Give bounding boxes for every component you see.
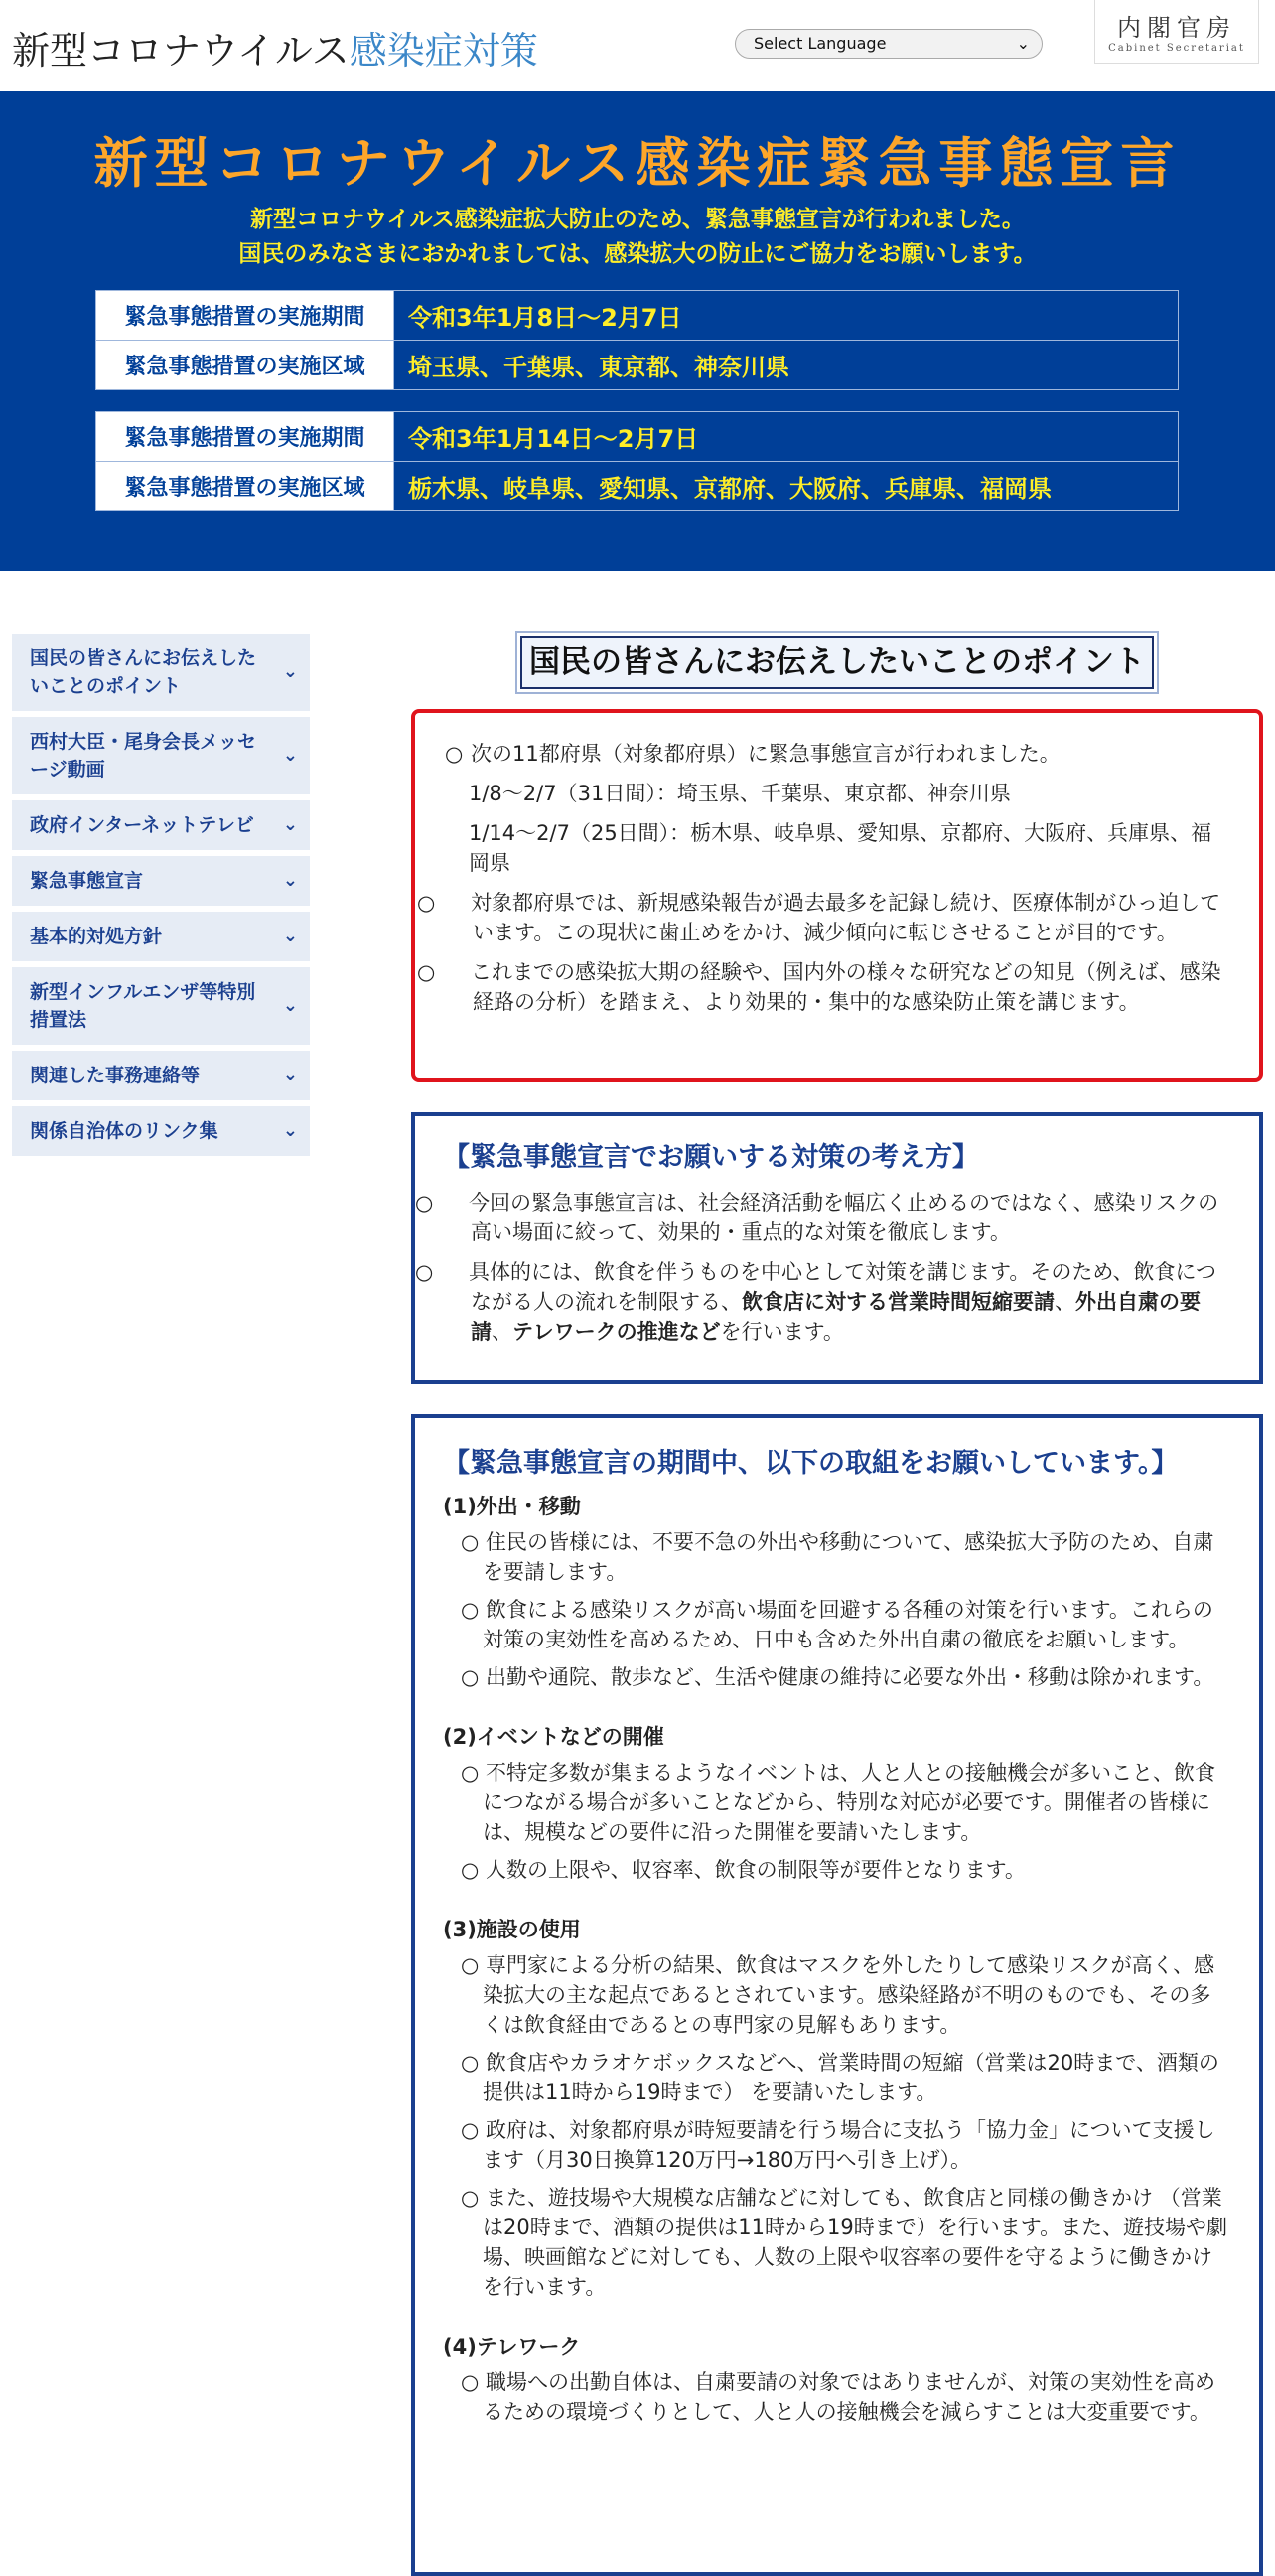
chevron-down-icon: ⌄ — [282, 661, 298, 682]
sidebar-item-label: 新型インフルエンザ等特別措置法 — [30, 981, 256, 1031]
request-text: 出勤や通院、散歩など、生活や健康の維持に必要な外出・移動は除かれます。 — [486, 1665, 1214, 1689]
sidebar-item-label: 関係自治体のリンク集 — [30, 1120, 218, 1142]
sidebar-item-internet-tv[interactable] — [12, 800, 310, 850]
approach-emphasis: テレワークの推進など — [512, 1320, 721, 1344]
circle-bullet-icon: ○ — [461, 1761, 480, 1785]
table-row — [96, 341, 1179, 390]
circle-bullet-icon: ○ — [417, 960, 436, 984]
circle-bullet-icon: ○ — [461, 1665, 480, 1689]
sidebar-item-label: 西村大臣・尾身会長メッセージ動画 — [30, 731, 257, 781]
site-title-main: 新型コロナウイルス — [12, 29, 350, 72]
sidebar-item-points[interactable] — [12, 634, 310, 711]
request-text: 政府は、対象都府県が時短要請を行う場合に支払う「協力金」について支援します（月30日換算120万円→180万円へ引き上げ）。 — [483, 2118, 1215, 2172]
requests-heading: 【緊急事態宣言の期間中、以下の取組をお願いしています。】 — [443, 1448, 1179, 1479]
list-item — [415, 1257, 1231, 1347]
point-text: 対象都府県では、新規感染報告が過去最多を記録し続け、医療体制がひっ迫しています。この現状に歯止めをかけ、減少傾向に転じさせることが目的です。 — [471, 891, 1221, 944]
chevron-down-icon: ⌄ — [282, 995, 298, 1016]
chevron-down-icon: ⌄ — [282, 745, 298, 766]
approach-text: を行います。 — [720, 1320, 844, 1344]
point-detail: 1/14～2/7（25日間）：栃木県、岐阜県、愛知県、京都府、大阪府、兵庫県、福岡県 — [469, 821, 1212, 875]
requests-subheading: (3)施設の使用 — [443, 1918, 581, 1941]
sidebar-item-message-video[interactable] — [12, 717, 310, 794]
list-item — [443, 1662, 1231, 1692]
table-label: 緊急事態措置の実施区域 — [96, 341, 394, 390]
table-row — [96, 462, 1179, 511]
circle-bullet-icon: ○ — [461, 1953, 480, 1977]
request-text: 住民の皆様には、不要不急の外出や移動について、感染拡大予防のため、自粛を要請します。 — [483, 1530, 1214, 1584]
requests-subheading: (4)テレワーク — [443, 2335, 581, 2359]
circle-bullet-icon: ○ — [461, 1530, 480, 1554]
circle-bullet-icon: ○ — [417, 891, 436, 915]
requests-box — [411, 1414, 1263, 2576]
request-text: また、遊技場や大規模な店舗などに対しても、飲食店と同様の働きかけ （営業は20時まで、酒類の提供は11時から19時まで）を行います。また、遊技場や劇場、映画館などに対しても、人数の上限や収容率の要件を守るように働きかけを行います。 — [483, 2186, 1228, 2299]
circle-bullet-icon: ○ — [461, 2186, 480, 2210]
sidebar-item-label: 国民の皆さんにお伝えしたいことのポイント — [30, 647, 257, 697]
circle-bullet-icon: ○ — [461, 2118, 480, 2142]
sidebar-item-label: 基本的対処方針 — [30, 926, 163, 947]
request-text: 飲食店やカラオケボックスなどへ、営業時間の短縮（営業は20時まで、酒類の提供は11時から19時まで） を要請いたします。 — [483, 2051, 1219, 2104]
chevron-down-icon: ⌄ — [282, 870, 298, 891]
list-item — [417, 888, 1231, 947]
approach-separator: 、 — [492, 1320, 512, 1344]
request-text: 人数の上限や、収容率、飲食の制限等が要件となります。 — [486, 1858, 1026, 1882]
list-item — [443, 2115, 1231, 2175]
circle-bullet-icon: ○ — [415, 1191, 434, 1215]
list-item — [443, 1855, 1231, 1885]
list-item — [443, 2048, 1231, 2107]
site-title[interactable] — [12, 20, 538, 74]
approach-text: 今回の緊急事態宣言は、社会経済活動を幅広く止めるのではなく、感染リスクの高い場面に絞って、効果的・重点的な対策を徹底します。 — [469, 1191, 1219, 1244]
sidebar-item-basic-policy[interactable] — [12, 912, 310, 961]
list-item — [443, 2183, 1231, 2302]
site-title-accent: 感染症対策 — [349, 29, 538, 72]
approach-emphasis: 外出自粛の要請 — [471, 1290, 1201, 1344]
banner-subtitle-2: 国民のみなさまにおかれましては、感染拡大の防止にご協力をお願いします。 — [238, 241, 1037, 267]
table-value: 埼玉県、千葉県、東京都、神奈川県 — [394, 341, 1179, 390]
circle-bullet-icon: ○ — [461, 1858, 480, 1882]
chevron-down-icon: ⌄ — [282, 1120, 298, 1141]
circle-bullet-icon: ○ — [415, 1260, 434, 1284]
approach-heading: 【緊急事態宣言でお願いする対策の考え方】 — [443, 1142, 979, 1173]
request-text: 不特定多数が集まるようなイベントは、人と人との接触機会が多いこと、飲食につながる場合が多いことなどから、特別な対応が必要です。開催者の皆様には、規模などの要件に沿った開催を要請いたします。 — [483, 1761, 1216, 1844]
list-item — [443, 1758, 1231, 1847]
chevron-down-icon: ⌄ — [282, 1065, 298, 1085]
table-row — [96, 412, 1179, 462]
table-value: 栃木県、岐阜県、愛知県、京都府、大阪府、兵庫県、福岡県 — [394, 462, 1179, 511]
point-text: 次の11都府県（対象都府県）に緊急事態宣言が行われました。 — [471, 742, 1061, 766]
approach-separator: 、 — [1055, 1290, 1075, 1314]
request-text: 専門家による分析の結果、飲食はマスクを外したりして感染リスクが高く、感染拡大の主な起点であるとされています。感染経路が不明のものでも、その多くは飲食経由であるとの専門家の見解もあります。 — [483, 1953, 1215, 2037]
list-item — [415, 1188, 1231, 1247]
list-item — [417, 957, 1231, 1017]
banner-title: 新型コロナウイルス感染症緊急事態宣言 — [93, 132, 1182, 195]
list-item — [443, 1950, 1231, 2040]
period-table-1 — [95, 290, 1179, 390]
site-header — [0, 0, 1275, 91]
sidebar-item-special-measures-law[interactable] — [12, 967, 310, 1045]
chevron-down-icon: ⌄ — [282, 814, 298, 835]
emergency-banner — [0, 91, 1275, 571]
chevron-down-icon: ⌄ — [1016, 34, 1030, 53]
table-row — [96, 291, 1179, 341]
language-select-value: Select Language — [754, 34, 887, 53]
requests-subheading: (1)外出・移動 — [443, 1495, 581, 1518]
point-text: これまでの感染拡大期の経験や、国内外の様々な研究などの知見（例えば、感染経路の分析）を踏まえ、より効果的・集中的な感染防止策を講じます。 — [471, 960, 1221, 1014]
sidebar-item-notices[interactable] — [12, 1051, 310, 1100]
language-select[interactable] — [735, 29, 1043, 59]
table-label: 緊急事態措置の実施区域 — [96, 462, 394, 511]
sidebar-nav — [12, 634, 310, 1162]
table-label: 緊急事態措置の実施期間 — [96, 412, 394, 462]
list-item — [443, 2367, 1231, 2427]
chevron-down-icon: ⌄ — [282, 926, 298, 946]
point-detail: 1/8～2/7（31日間）：埼玉県、千葉県、東京都、神奈川県 — [469, 782, 1011, 805]
circle-bullet-icon: ○ — [461, 2051, 480, 2075]
requests-subheading: (2)イベントなどの開催 — [443, 1725, 664, 1749]
sidebar-item-label: 政府インターネットテレビ — [30, 814, 254, 836]
circle-bullet-icon: ○ — [445, 742, 464, 766]
request-text: 職場への出勤自体は、自粛要請の対象ではありませんが、対策の実効性を高めるための環境づくりとして、人と人の接触機会を減らすことは大変重要です。 — [483, 2370, 1216, 2424]
points-box — [411, 709, 1263, 1082]
sidebar-item-label: 緊急事態宣言 — [30, 870, 144, 892]
period-table-2 — [95, 411, 1179, 511]
table-value: 令和3年1月8日～2月7日 — [394, 291, 1179, 341]
cabinet-secretariat-logo[interactable] — [1094, 0, 1259, 64]
approach-emphasis: 飲食店に対する営業時間短縮要請 — [742, 1290, 1055, 1314]
sidebar-item-municipal-links[interactable] — [12, 1106, 310, 1156]
points-section-title: 国民の皆さんにお伝えしたいことのポイント — [520, 636, 1154, 689]
list-item — [443, 1595, 1231, 1654]
logo-text-jp: 内閣官房 — [1117, 14, 1236, 42]
banner-subtitle-1: 新型コロナウイルス感染症拡大防止のため、緊急事態宣言が行われました。 — [250, 207, 1025, 232]
list-item — [443, 1527, 1231, 1587]
approach-text: 具体的には、飲食を伴うものを中心として対策を講じます。そのため、飲食につながる人の流れを制限する、 — [469, 1260, 1217, 1314]
table-label: 緊急事態措置の実施期間 — [96, 291, 394, 341]
sidebar-item-emergency[interactable] — [12, 856, 310, 906]
logo-text-en: Cabinet Secretariat — [1108, 43, 1245, 54]
approach-box — [411, 1112, 1263, 1384]
request-text: 飲食による感染リスクが高い場面を回避する各種の対策を行います。これらの対策の実効性を高めるため、日中も含めた外出自粛の徹底をお願いします。 — [483, 1598, 1213, 1651]
circle-bullet-icon: ○ — [461, 2370, 480, 2394]
table-value: 令和3年1月14日～2月7日 — [394, 412, 1179, 462]
list-item — [445, 739, 1231, 769]
sidebar-item-label: 関連した事務連絡等 — [30, 1065, 201, 1086]
circle-bullet-icon: ○ — [461, 1598, 480, 1622]
